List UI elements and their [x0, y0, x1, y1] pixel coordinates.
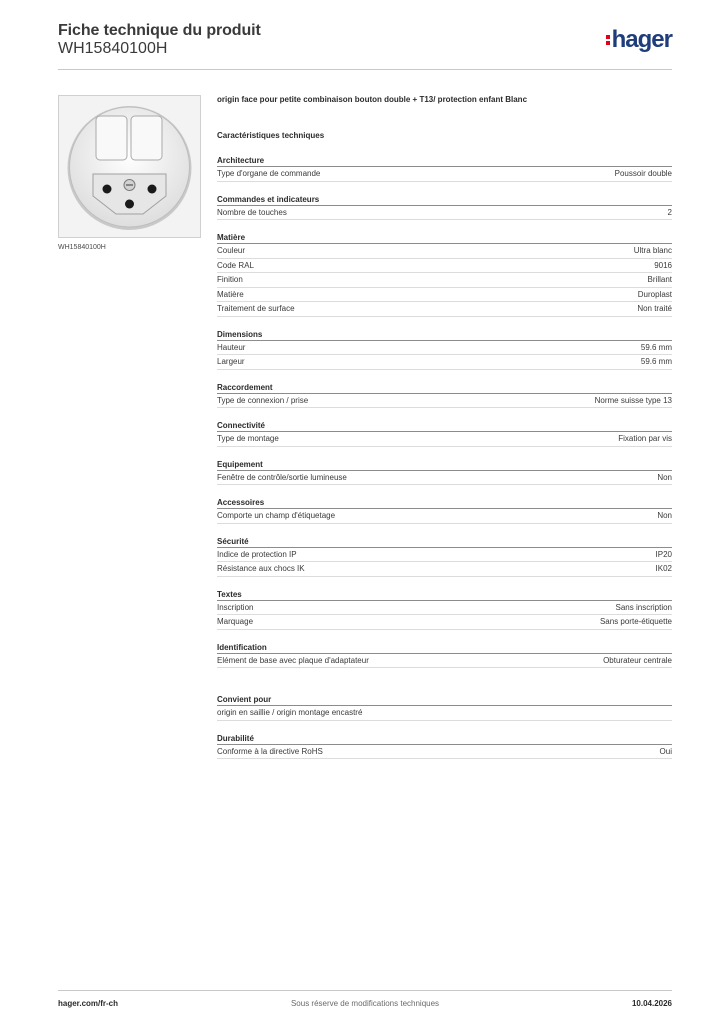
- spec-row: [217, 471, 672, 486]
- spec-group-title: Connectivité: [217, 420, 672, 432]
- spec-value: Sans inscription: [615, 602, 672, 612]
- image-caption: WH15840100H: [58, 244, 106, 251]
- spec-group-title: Accessoires: [217, 497, 672, 509]
- spec-label: Indice de protection IP: [217, 549, 297, 559]
- spec-value: Fixation par vis: [618, 434, 672, 443]
- spec-value: Non: [657, 511, 672, 520]
- spec-group-title: Equipement: [217, 459, 672, 471]
- spec-group-title: Commandes et indicateurs: [217, 194, 672, 206]
- durability-label: Conforme à la directive RoHS: [217, 746, 323, 756]
- specs-heading: Caractéristiques techniques: [217, 131, 325, 140]
- spec-label: Largeur: [217, 357, 245, 366]
- spec-row: [217, 562, 672, 577]
- spec-label: Type de connexion / prise: [217, 395, 309, 405]
- spec-row: [217, 601, 672, 616]
- compatible-text: origin en saillie / origin montage encastré: [217, 708, 363, 717]
- spec-label: Résistance aux chocs IK: [217, 564, 305, 573]
- spec-label: Traitement de surface: [217, 304, 295, 313]
- switch-socket-illustration: [59, 96, 200, 237]
- product-description: origin face pour petite combinaison bouton double + T13/ protection enfant Blanc: [217, 95, 528, 104]
- spec-group-title: Architecture: [217, 155, 672, 167]
- compatible-title: Convient pour: [217, 694, 672, 706]
- product-reference: WH15840100H: [58, 40, 168, 57]
- spec-value: 59.6 mm: [640, 357, 672, 366]
- durability-title: Durabilité: [217, 733, 672, 745]
- spec-label: Comporte un champ d'étiquetage: [217, 511, 336, 520]
- spec-group-title: Raccordement: [217, 382, 672, 394]
- hager-logo: [606, 26, 672, 54]
- spec-value: Poussoir double: [614, 169, 672, 178]
- spec-value: IP20: [655, 549, 672, 559]
- durability-row: [217, 745, 672, 760]
- spec-value: Duroplast: [637, 289, 672, 299]
- spec-value: Non: [657, 472, 672, 482]
- spec-row: [217, 273, 672, 288]
- spec-content: [217, 95, 672, 759]
- spec-value: IK02: [655, 564, 672, 573]
- logo-colon-icon: [606, 34, 610, 46]
- page-footer: [58, 990, 672, 1014]
- spec-group-title: Dimensions: [217, 329, 672, 341]
- spec-row: [217, 548, 672, 563]
- product-image: [58, 95, 201, 238]
- spec-row: [217, 509, 672, 524]
- spec-value: Brillant: [647, 275, 672, 284]
- spec-label: Type d'organe de commande: [217, 169, 321, 178]
- spec-value: Sans porte-étiquette: [599, 617, 672, 626]
- footer-notice: Sous réserve de modifications techniques: [290, 999, 440, 1008]
- spec-row: [217, 654, 672, 669]
- spec-row: [217, 615, 672, 630]
- spec-value: Norme suisse type 13: [594, 395, 672, 405]
- spec-label: Marquage: [217, 617, 254, 626]
- spec-label: Type de montage: [217, 434, 279, 443]
- spec-groups: [217, 155, 672, 668]
- spec-label: Hauteur: [217, 342, 246, 352]
- spec-group-title: Textes: [217, 589, 672, 601]
- spec-row: [217, 206, 672, 221]
- spec-row: [217, 244, 672, 259]
- spec-row: [217, 259, 672, 274]
- spec-label: Matière: [217, 289, 244, 299]
- spec-row: [217, 288, 672, 303]
- logo-text: hager: [611, 26, 672, 53]
- spec-group-title: Identification: [217, 642, 672, 654]
- page-title: Fiche technique du produit: [58, 22, 261, 39]
- spec-label: Inscription: [217, 602, 254, 612]
- compatible-row: [217, 706, 672, 721]
- durability-value: Oui: [659, 746, 672, 756]
- spec-group-title: Sécurité: [217, 536, 672, 548]
- spec-label: Couleur: [217, 246, 246, 255]
- spec-value: Obturateur centrale: [603, 655, 672, 665]
- spec-row: [217, 355, 672, 370]
- spec-value: Ultra blanc: [633, 246, 672, 255]
- spec-label: Elément de base avec plaque d'adaptateur: [217, 655, 369, 665]
- spec-row: [217, 167, 672, 182]
- spec-label: Fenêtre de contrôle/sortie lumineuse: [217, 472, 347, 482]
- page-header: [58, 22, 672, 70]
- spec-value: 59.6 mm: [640, 342, 672, 352]
- spec-row: [217, 394, 672, 409]
- spec-row: [217, 302, 672, 317]
- footer-date: 10.04.2026: [631, 999, 672, 1008]
- spec-row: [217, 341, 672, 356]
- spec-label: Nombre de touches: [217, 207, 287, 217]
- spec-row: [217, 432, 672, 447]
- spec-value: 2: [667, 207, 672, 217]
- spec-value: 9016: [654, 260, 672, 270]
- spec-label: Finition: [217, 275, 243, 284]
- spec-group-title: Matière: [217, 232, 672, 244]
- footer-website: hager.com/fr-ch: [58, 999, 119, 1008]
- spec-label: Code RAL: [217, 260, 254, 270]
- spec-value: Non traité: [637, 304, 672, 313]
